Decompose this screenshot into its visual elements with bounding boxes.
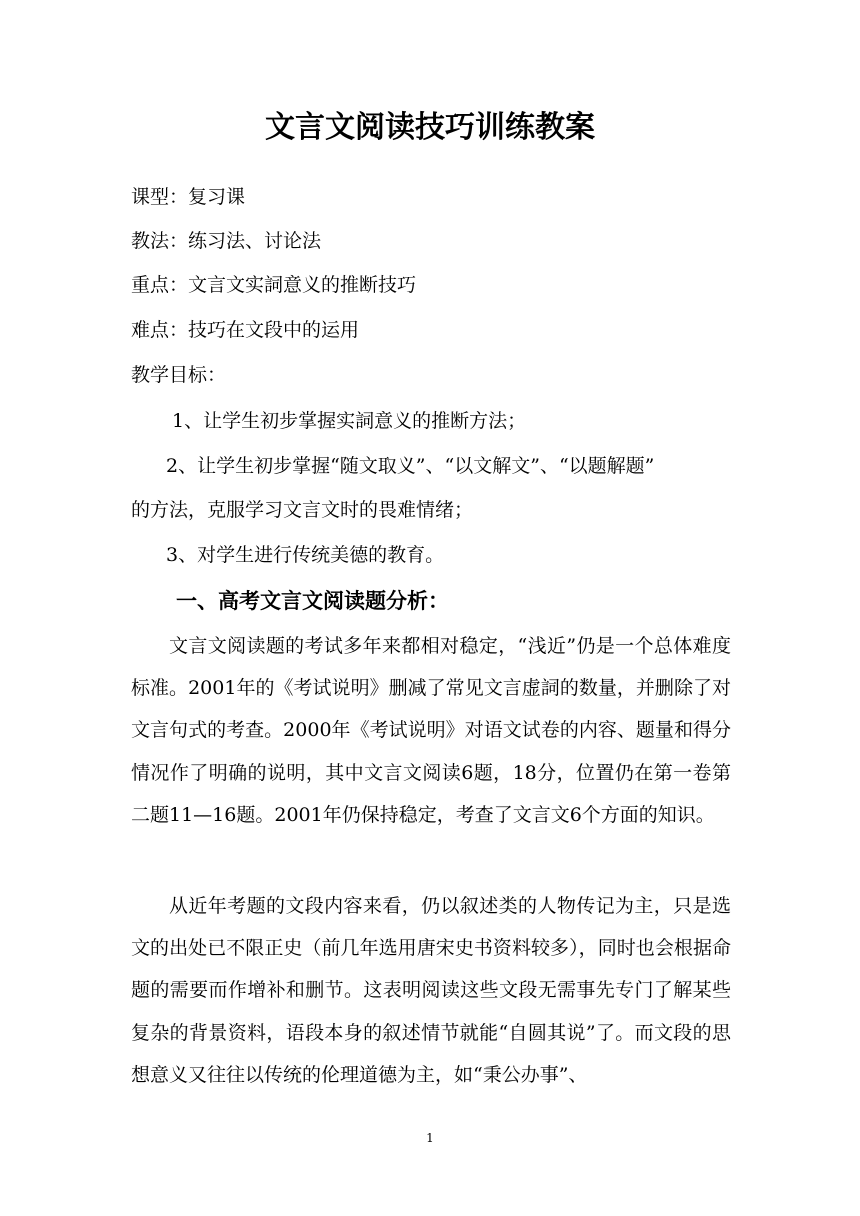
teaching-method-line: 教法：练习法、讨论法 — [131, 230, 322, 252]
page-number: 1 — [426, 1131, 434, 1145]
difficulty-line: 难点：技巧在文段中的运用 — [131, 319, 360, 341]
objective-item-3: 3、对学生进行传统美德的教育。 — [166, 544, 445, 566]
course-type-line: 课型：复习课 — [131, 186, 246, 208]
body-paragraph-1: 文言文阅读题的考试多年来都相对稳定，“浅近”仍是一个总体难度标准。2001年的《考试说明》删减了常见文言虚詞的数量，并删除了对文言句式的考查。2000年《考试说明》对语文试卷的内容、题量和得分情况作了明确的说明，其中文言文阅读6题，18分，位置仍在第一卷第二题11—16题。2001年仍保持稳定，考查了文言文6个方面的知识。 — [131, 635, 731, 826]
objectives-label: 教学目标： — [131, 364, 227, 386]
objective-item-2-continued: 的方法，克服学习文言文时的畏难情绪； — [131, 499, 474, 521]
document-title: 文言文阅读技巧训练教案 — [265, 110, 595, 145]
key-point-line: 重点：文言文实詞意义的推断技巧 — [131, 274, 417, 296]
objective-item-2: 2、让学生初步掌握“随文取义”、“以文解文”、“以题解题” — [166, 455, 655, 477]
body-paragraph-2: 从近年考题的文段内容来看，仍以叙述类的人物传记为主，只是选文的出处已不限正史（前几年选用唐宋史书资料较多），同时也会根据命题的需要而作增补和删节。这表明阅读这些文段无需事先专门了解某些复杂的背景资料，语段本身的叙述情节就能“自圆其说”了。而文段的思想意义又往往以传统的伦理道德为主，如“秉公办事”、 — [131, 895, 731, 1086]
section-heading: 一、高考文言文阅读题分析： — [176, 588, 449, 613]
objective-item-1: 1、让学生初步掌握实詞意义的推断方法； — [172, 410, 527, 432]
